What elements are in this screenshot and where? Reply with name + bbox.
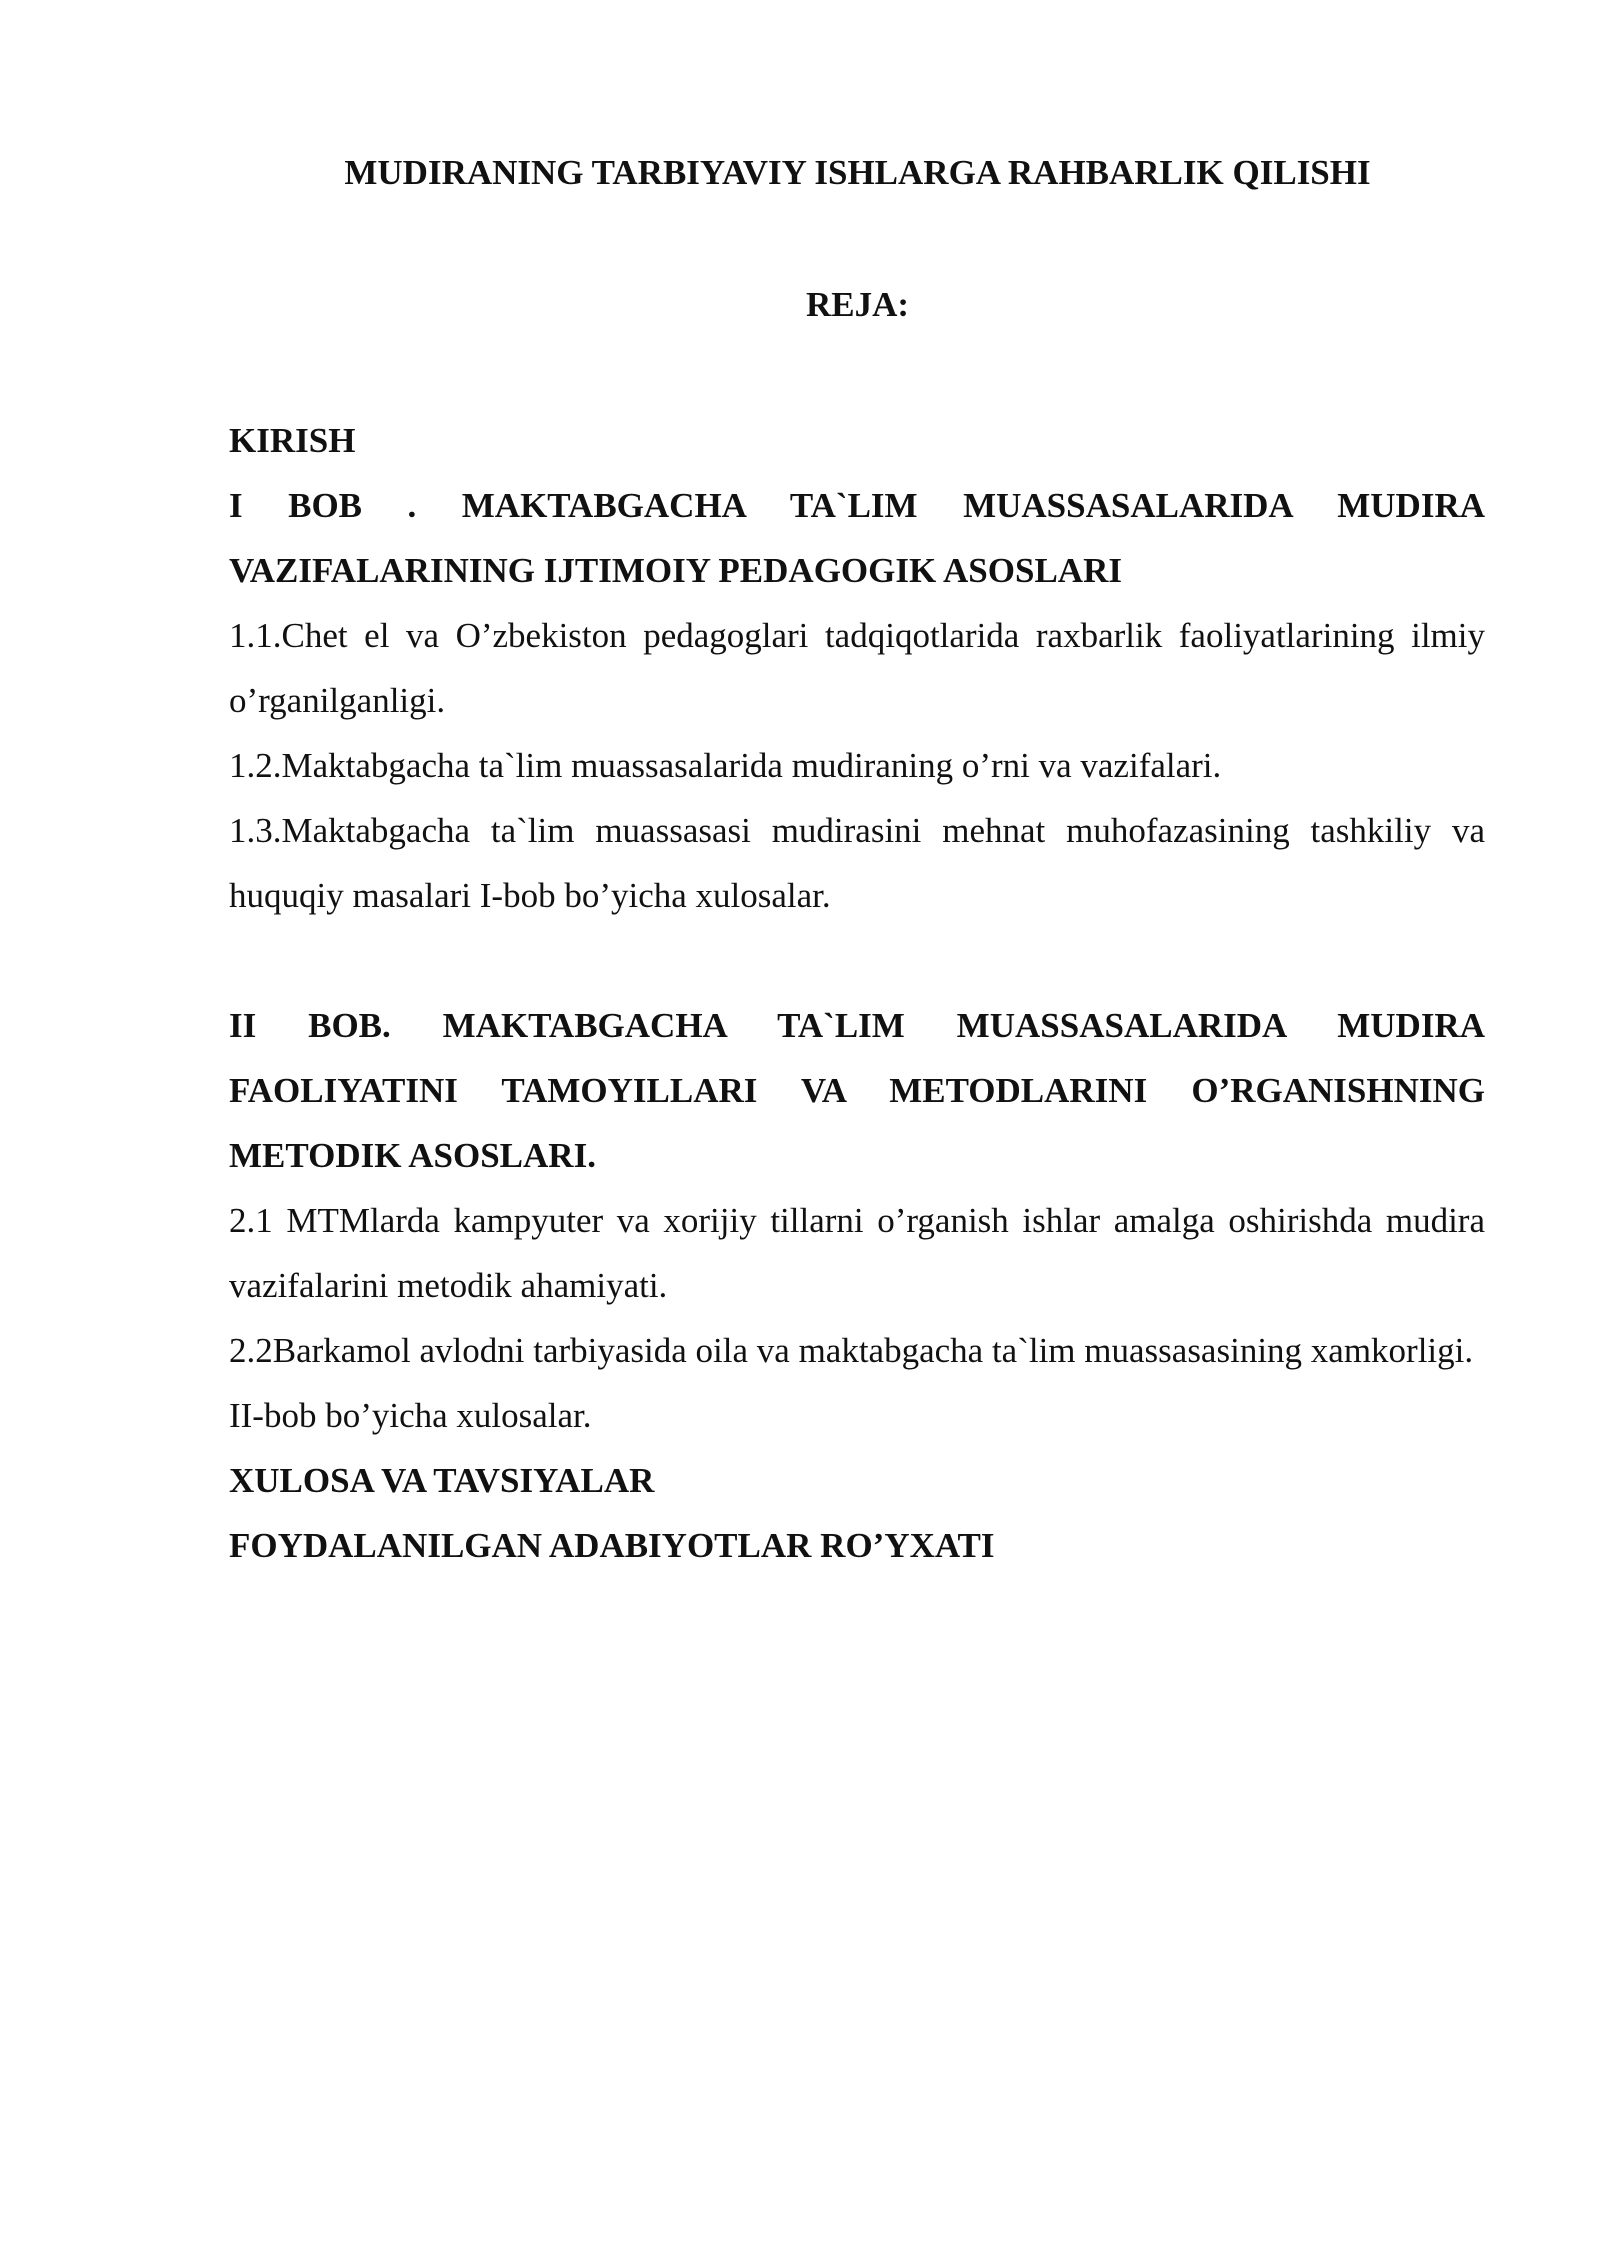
toc-intro: KIRISH bbox=[229, 421, 356, 460]
plan-heading: REJA: bbox=[806, 285, 910, 324]
toc-chapter-1-title: I BOB . MAKTABGACHA TA`LIM MUASSASALARIDA MUDIRA VAZIFALARINING IJTIMOIY PEDAGOGIK ASOSLARI bbox=[229, 486, 1485, 590]
toc-chapter-2-conclusion: II-bob bo’yicha xulosalar. bbox=[229, 1396, 592, 1435]
toc-section-2-1: 2.1 MTMlarda kampyuter va xorijiy tillarni o’rganish ishlar amalga oshirishda mudira vazifalarini metodik ahamiyati. bbox=[229, 1201, 1485, 1305]
toc-spacer bbox=[229, 928, 1485, 993]
toc-section-1-2: 1.2.Maktabgacha ta`lim muassasalarida mudiraning o’rni va vazifalari. bbox=[229, 746, 1222, 785]
toc-section-1-3: 1.3.Maktabgacha ta`lim muassasasi mudirasini mehnat muhofazasining tashkiliy va huquqiy masalari I-bob bo’yicha xulosalar. bbox=[229, 811, 1485, 915]
table-of-contents bbox=[229, 408, 1485, 1578]
toc-section-1-1: 1.1.Chet el va O’zbekiston pedagoglari tadqiqotlarida raxbarlik faoliyatlarining ilmiy o’rganilganligi. bbox=[229, 616, 1485, 720]
toc-chapter-2-title: II BOB. MAKTABGACHA TA`LIM MUASSASALARIDA MUDIRA FAOLIYATINI TAMOYILLARI VA METODLARINI O’RGANISHNING METODIK ASOSLARI. bbox=[229, 1006, 1485, 1175]
toc-conclusion: XULOSA VA TAVSIYALAR bbox=[229, 1461, 655, 1500]
document-title: MUDIRANING TARBIYAVIY ISHLARGA RAHBARLIK QILISHI bbox=[344, 153, 1371, 192]
toc-references: FOYDALANILGAN ADABIYOTLAR RO’YXATI bbox=[229, 1526, 995, 1565]
toc-section-2-2: 2.2Barkamol avlodni tarbiyasida oila va maktabgacha ta`lim muassasasining xamkorligi. bbox=[229, 1331, 1474, 1370]
